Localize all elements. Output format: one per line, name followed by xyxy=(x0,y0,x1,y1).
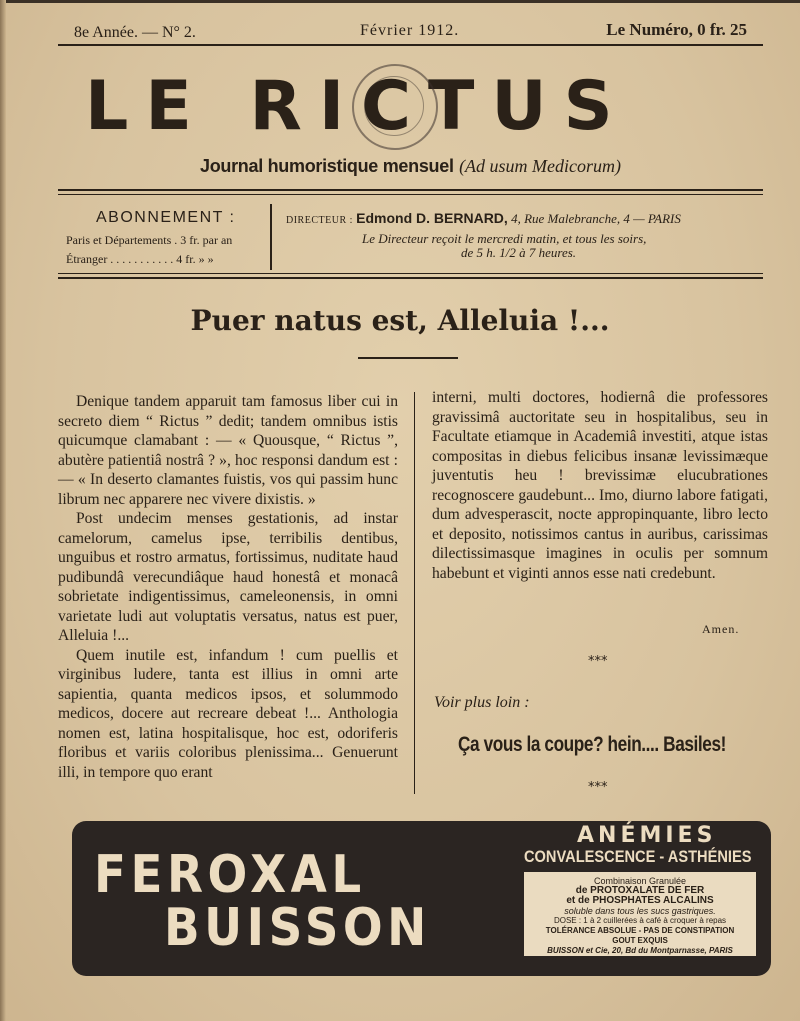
director-line xyxy=(286,210,681,227)
director-label: DIRECTEUR : xyxy=(286,215,353,226)
subtitle-main: Journal humoristique mensuel xyxy=(200,156,454,176)
director-name: Edmond D. BERNARD, xyxy=(356,210,508,226)
subscription-title: ABONNEMENT : xyxy=(96,209,236,226)
issue-price: Le Numéro, 0 fr. 25 xyxy=(606,20,747,39)
masthead-title: LE RICTUS xyxy=(85,67,630,146)
ad-box-line: de PROTOXALATE DE FER xyxy=(575,885,705,896)
ad-box-line: BUISSON et Cie, 20, Bd du Montparnasse, PARIS xyxy=(547,946,733,955)
subscription-line-2: Étranger . . . . . . . . . . . 4 fr. » » xyxy=(66,252,214,266)
ad-brand-buisson: BUISSON xyxy=(164,898,431,958)
article-paragraph: Post undecim menses gestationis, ad instar camelorum, camelus ipse, terribilis dentibus, unguibus et rostro armatus, fortissimus, nuditate haud pudibundâ verecundiâque haud honestâ et monacâ sobrietate indigentissimus, cameleonensis, in omni varietate ludi aut voluptatis versatus, natus est puer, Alleluia !... xyxy=(58,510,398,644)
ad-heading-convalescence: CONVALESCENCE - ASTHÉNIES xyxy=(524,847,752,866)
masthead-subtitle xyxy=(200,156,700,177)
page-edge xyxy=(0,0,6,1021)
article-headline: Puer natus est, Alleluia !... xyxy=(190,304,610,337)
article-paragraph: Denique tandem apparuit tam famosus liber cui in secreto diem “ Rictus ” dedit; tandem omnibus istis quicumque clamabant : — « Quousque, “ Rictus ”, abutère patientiâ nostrâ ? », hoc responsi dandum est : — « In deserto clamantes fuistis, vos qui passim hunc librum nec apparere nec vivere dixistis. » xyxy=(58,393,398,508)
see-also-label: Voir plus loin : xyxy=(434,694,530,711)
ad-box-line: Combinaison Granulée xyxy=(593,876,687,886)
article-paragraph: Quem inutile est, infandum ! cum puellis et virginibus ludere, tanta est illius in omni arte sapientia, quanta medicos ipsos, et solummodo medicos, docere aut recreare debeat !... Anthologia nomen est, latina hospitalisque, hoc est, odoriferis floribus et variis coloribus plenissima... Genuerunt illi, in tempore quo erant xyxy=(58,646,398,781)
article-column-left xyxy=(58,392,398,782)
teaser-headline: Ça vous la coupe? hein.... Basiles! xyxy=(458,733,726,756)
ad-box-line: DOSE : 1 à 2 cuillerées à café à croquer à repas xyxy=(553,916,727,925)
library-stamp xyxy=(352,64,438,150)
ad-box-line: GOUT EXQUIS xyxy=(612,936,668,945)
info-divider xyxy=(270,204,272,270)
info-rule-2 xyxy=(58,277,763,279)
masthead-rule-2 xyxy=(58,194,763,195)
article-paragraph: interni, multi doctores, hodiernâ die professores gravissimâ auctoritate seu in hospitalibus, seu in Facultate etiamque in Academiâ investiti, atque istas compositas in diebus felicibus insanæ levissimæque juventutis heu ! brevissimæ elucubrationes recognoscere gaudebunt... Imo, diurno labore fatigati, dum advesperascit, nocte appropinquante, libro lecto et deposito, notissimos cantus in auribus, carissimas dilectissimasque imagines in oculis per somnum habebunt et viginti annos esse nati credebunt. xyxy=(432,389,768,582)
subscription-line-1: Paris et Départements . 3 fr. par an xyxy=(66,233,233,247)
director-address: 4, Rue Malebranche, 4 — PARIS xyxy=(511,211,681,226)
headline-rule xyxy=(358,357,458,359)
issue-header xyxy=(58,20,763,42)
header-rule xyxy=(58,44,763,46)
article-signature: Amen. xyxy=(702,622,740,636)
article-column-right xyxy=(432,388,768,583)
asterism: *** xyxy=(588,654,608,669)
subtitle-latin: (Ad usum Medicorum) xyxy=(459,156,622,176)
ad-box-line: TOLÉRANCE ABSOLUE - PAS DE CONSTIPATION xyxy=(545,926,735,935)
top-border xyxy=(0,0,800,3)
ad-box-line: et de PHOSPHATES ALCALINS xyxy=(566,895,714,906)
column-divider xyxy=(414,392,415,794)
info-rule-1 xyxy=(58,273,763,274)
director-note-2: de 5 h. 1/2 à 7 heures. xyxy=(461,245,577,260)
ad-info-box xyxy=(524,872,756,956)
asterism-bottom: *** xyxy=(588,780,608,795)
ad-brand-feroxal: FEROXAL xyxy=(94,845,366,905)
issue-date: Février 1912. xyxy=(360,22,460,39)
director-note-1: Le Directeur reçoit le mercredi matin, et tous les soirs, xyxy=(362,231,647,246)
ad-heading-anemies: ANÉMIES xyxy=(577,823,717,848)
issue-number: 8e Année. — N° 2. xyxy=(74,24,196,41)
feroxal-advertisement xyxy=(72,821,771,976)
ad-box-line: soluble dans tous les sucs gastriques. xyxy=(564,906,716,916)
masthead-rule-1 xyxy=(58,189,763,191)
library-stamp-inner xyxy=(364,76,424,136)
